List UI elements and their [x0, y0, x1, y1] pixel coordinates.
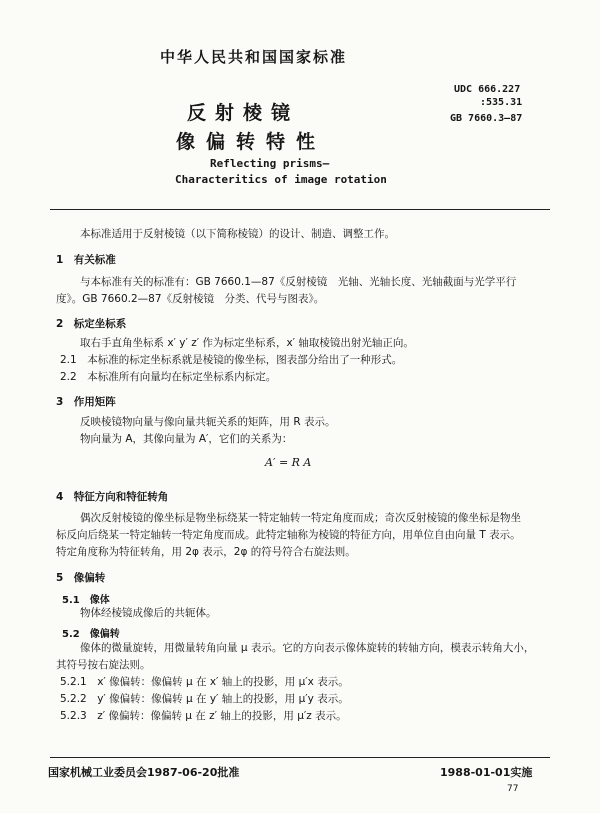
- title-chinese-line2: 像偏转特性: [176, 131, 327, 153]
- section-5-2-2: 5.2.2 y′ 像偏转：像偏转 μ 在 y′ 轴上的投影，用 μ′y 表示。: [60, 693, 349, 705]
- udc-code: UDC 666.227: [454, 84, 521, 95]
- standard-org-header: 中华人民共和国国家标准: [160, 48, 348, 66]
- section-2-text: 取右手直角坐标系 x′ y′ z′ 作为标定坐标系，x′ 轴取棱镜出射光轴正向。: [80, 337, 414, 349]
- matrix-formula: A′ = R A: [265, 456, 312, 469]
- header-divider: [50, 209, 550, 210]
- section-5-2-heading: 5.2 像偏转: [62, 629, 120, 640]
- section-5-2-3: 5.2.3 z′ 像偏转：像偏转 μ 在 z′ 轴上的投影，用 μ′z 表示。: [60, 710, 347, 722]
- section-3-text-line2: 物向量为 A，其像向量为 A′，它们的关系为：: [80, 433, 293, 445]
- section-3-heading: 3 作用矩阵: [56, 396, 116, 408]
- effective-date: 1988-01-01实施: [440, 766, 533, 779]
- title-english-line1: Reflecting prisms—: [210, 157, 330, 170]
- title-chinese-line1: 反射棱镜: [187, 102, 300, 124]
- section-5-1-text: 物体经棱镜成像后的共轭体。: [80, 607, 217, 619]
- scope-paragraph: 本标准适用于反射棱镜（以下简称棱镜）的设计、制造、调整工作。: [80, 228, 395, 240]
- section-5-2-1: 5.2.1 x′ 像偏转：像偏转 μ 在 x′ 轴上的投影，用 μ′x 表示。: [60, 676, 349, 688]
- page-number: 77: [507, 784, 519, 794]
- section-3-text-line1: 反映棱镜物向量与像向量共轭关系的矩阵，用 R 表示。: [80, 416, 336, 428]
- section-2-heading: 2 标定坐标系: [56, 318, 127, 330]
- section-1-text-line2: 度》。GB 7660.2—87《反射棱镜 分类、代号与图表》。: [56, 293, 325, 305]
- udc-code-continued: :535.31: [480, 97, 523, 108]
- title-english-line2: Characteritics of image rotation: [175, 173, 387, 186]
- section-5-2-text-line1: 像体的微量旋转，用微量转角向量 μ 表示。它的方向表示像体旋转的转轴方向，模表示转角大小，: [80, 642, 535, 654]
- footer-divider: [50, 757, 550, 758]
- gb-standard-number: GB 7660.3—87: [450, 113, 523, 124]
- section-5-heading: 5 像偏转: [56, 572, 106, 584]
- section-4-text-line1: 偶次反射棱镜的像坐标是物坐标绕某一特定轴转一特定角度而成；奇次反射棱镜的像坐标是物坐: [80, 512, 521, 524]
- section-2-2: 2.2 本标准所有向量均在标定坐标系内标定。: [60, 371, 277, 383]
- section-5-2-text-line2: 其符号按右旋法则。: [56, 659, 151, 671]
- section-5-1-heading: 5.1 像体: [62, 595, 110, 606]
- section-2-1: 2.1 本标准的标定坐标系就是棱镜的像坐标，图表部分给出了一种形式。: [60, 354, 403, 366]
- section-4-text-line2: 标反向后绕某一特定轴转一特定角度而成。此特定轴称为棱镜的特征方向，用单位自由向量 T 表示。: [56, 529, 521, 541]
- section-4-text-line3: 特定角度称为特征转角，用 2φ 表示，2φ 的符号符合右旋法则。: [56, 546, 356, 558]
- section-1-text-line1: 与本标准有关的标准有：GB 7660.1—87《反射棱镜 光轴、光轴长度、光轴截面与光学平行: [80, 276, 517, 288]
- section-4-heading: 4 特征方向和特征转角: [56, 491, 169, 503]
- section-1-heading: 1 有关标准: [56, 254, 116, 266]
- approval-date: 国家机械工业委员会1987-06-20批准: [48, 766, 240, 779]
